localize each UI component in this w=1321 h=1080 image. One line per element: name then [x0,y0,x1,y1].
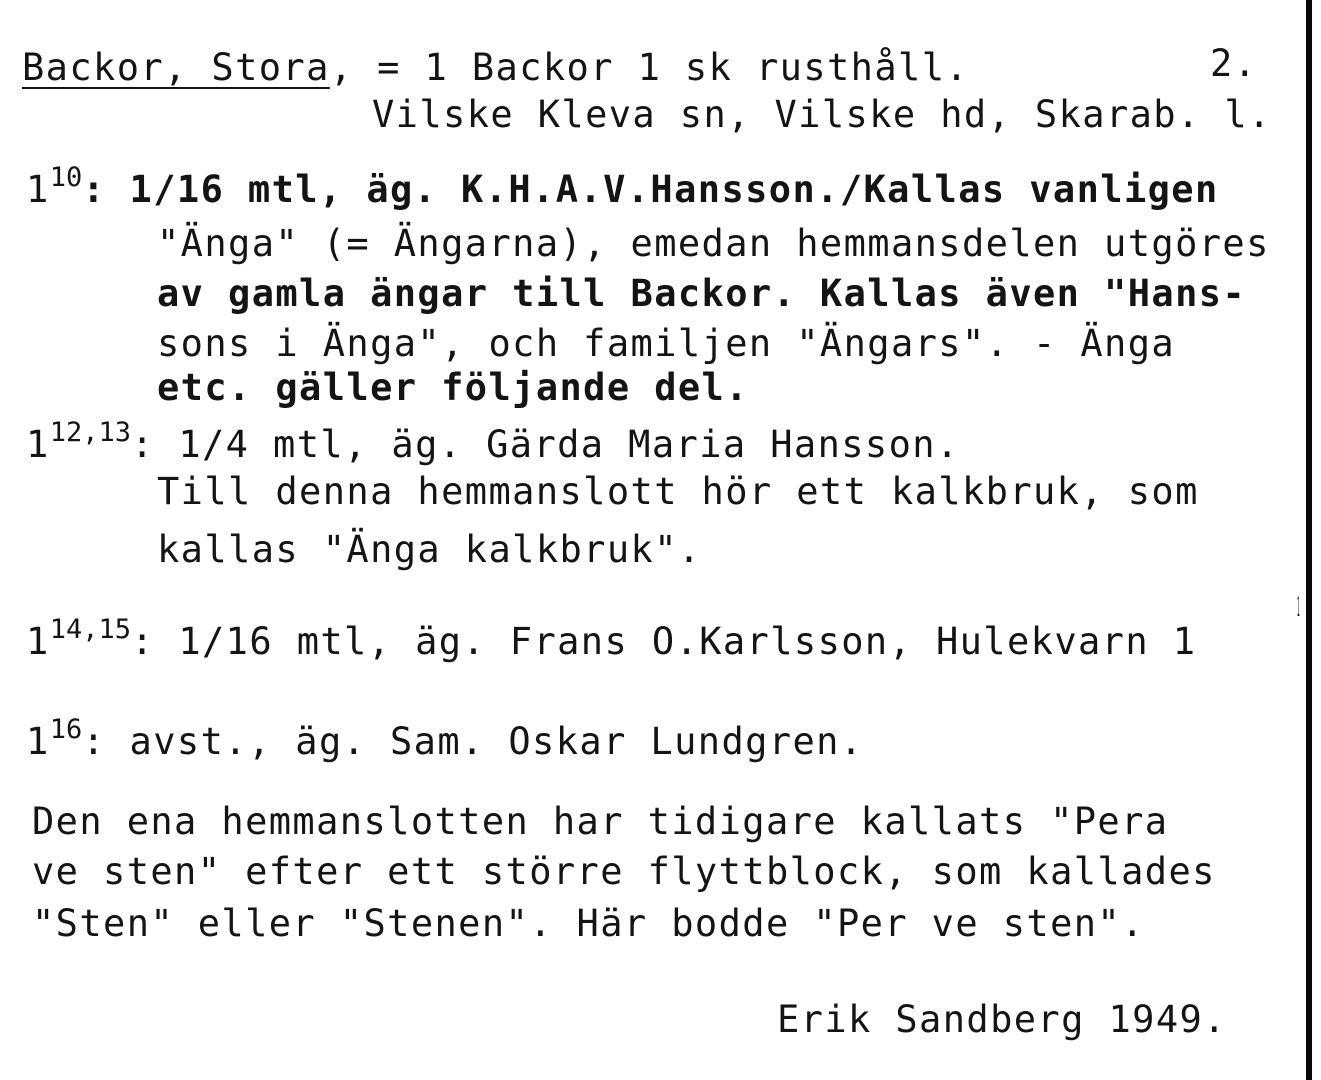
heading-description: , = 1 Backor 1 sk rusthåll. [329,46,970,89]
card-heading [22,46,969,90]
note-line-1: Den ena hemmanslotten har tidigare kallats "Pera [32,800,1169,843]
note-line-2: ve sten" efter ett större flyttblock, som kallades [32,850,1216,893]
entry-text: : 1/16 mtl, äg. Frans O.Karlsson, Hulekvarn 1 [130,620,1197,663]
entry-3-margin-mark: 1 [1297,592,1300,623]
entry-superscript: 10 [49,162,83,193]
entry-4-line-1 [26,714,864,768]
entry-text: : 1/16 mtl, äg. K.H.A.V.Hansson./Kallas vanligen [82,168,1219,211]
entry-superscript: 14,15 [49,614,131,645]
entry-1-line-3: av gamla ängar till Backor. Kallas även "Hans- [157,272,1247,315]
signature: Erik Sandberg 1949. [777,998,1227,1041]
entry-2-line-2: Till denna hemmanslott hör ett kalkbruk, som [157,470,1199,513]
place-name: Backor, Stora [22,46,330,89]
entry-1-line-5: etc. gäller följande del. [157,366,749,409]
entry-number: 1 [26,423,50,466]
entry-number: 1 [26,720,50,763]
entry-1-line-1 [26,162,1219,216]
card-right-edge [1306,0,1312,1080]
entry-text: : avst., äg. Sam. Oskar Lundgren. [82,720,864,763]
entry-text: : 1/4 mtl, äg. Gärda Maria Hansson. [130,423,960,466]
entry-number: 1 [26,168,50,211]
note-line-3: "Sten" eller "Stenen". Här bodde "Per ve sten". [32,902,1145,945]
entry-2-line-1 [26,417,960,471]
entry-3-line-1 [26,614,1197,668]
entry-2-line-3: kallas "Änga kalkbruk". [157,528,702,571]
entry-1-line-2: "Änga" (= Ängarna), emedan hemmansdelen utgöres [157,222,1270,265]
entry-1-line-4: sons i Änga", och familjen "Ängars". - Änga [157,322,1176,365]
card-number: 2. [1210,42,1258,85]
entry-number: 1 [26,620,50,663]
location-line: Vilske Kleva sn, Vilske hd, Skarab. l. [372,93,1272,136]
entry-superscript: 12,13 [49,417,131,448]
entry-superscript: 16 [49,714,83,745]
